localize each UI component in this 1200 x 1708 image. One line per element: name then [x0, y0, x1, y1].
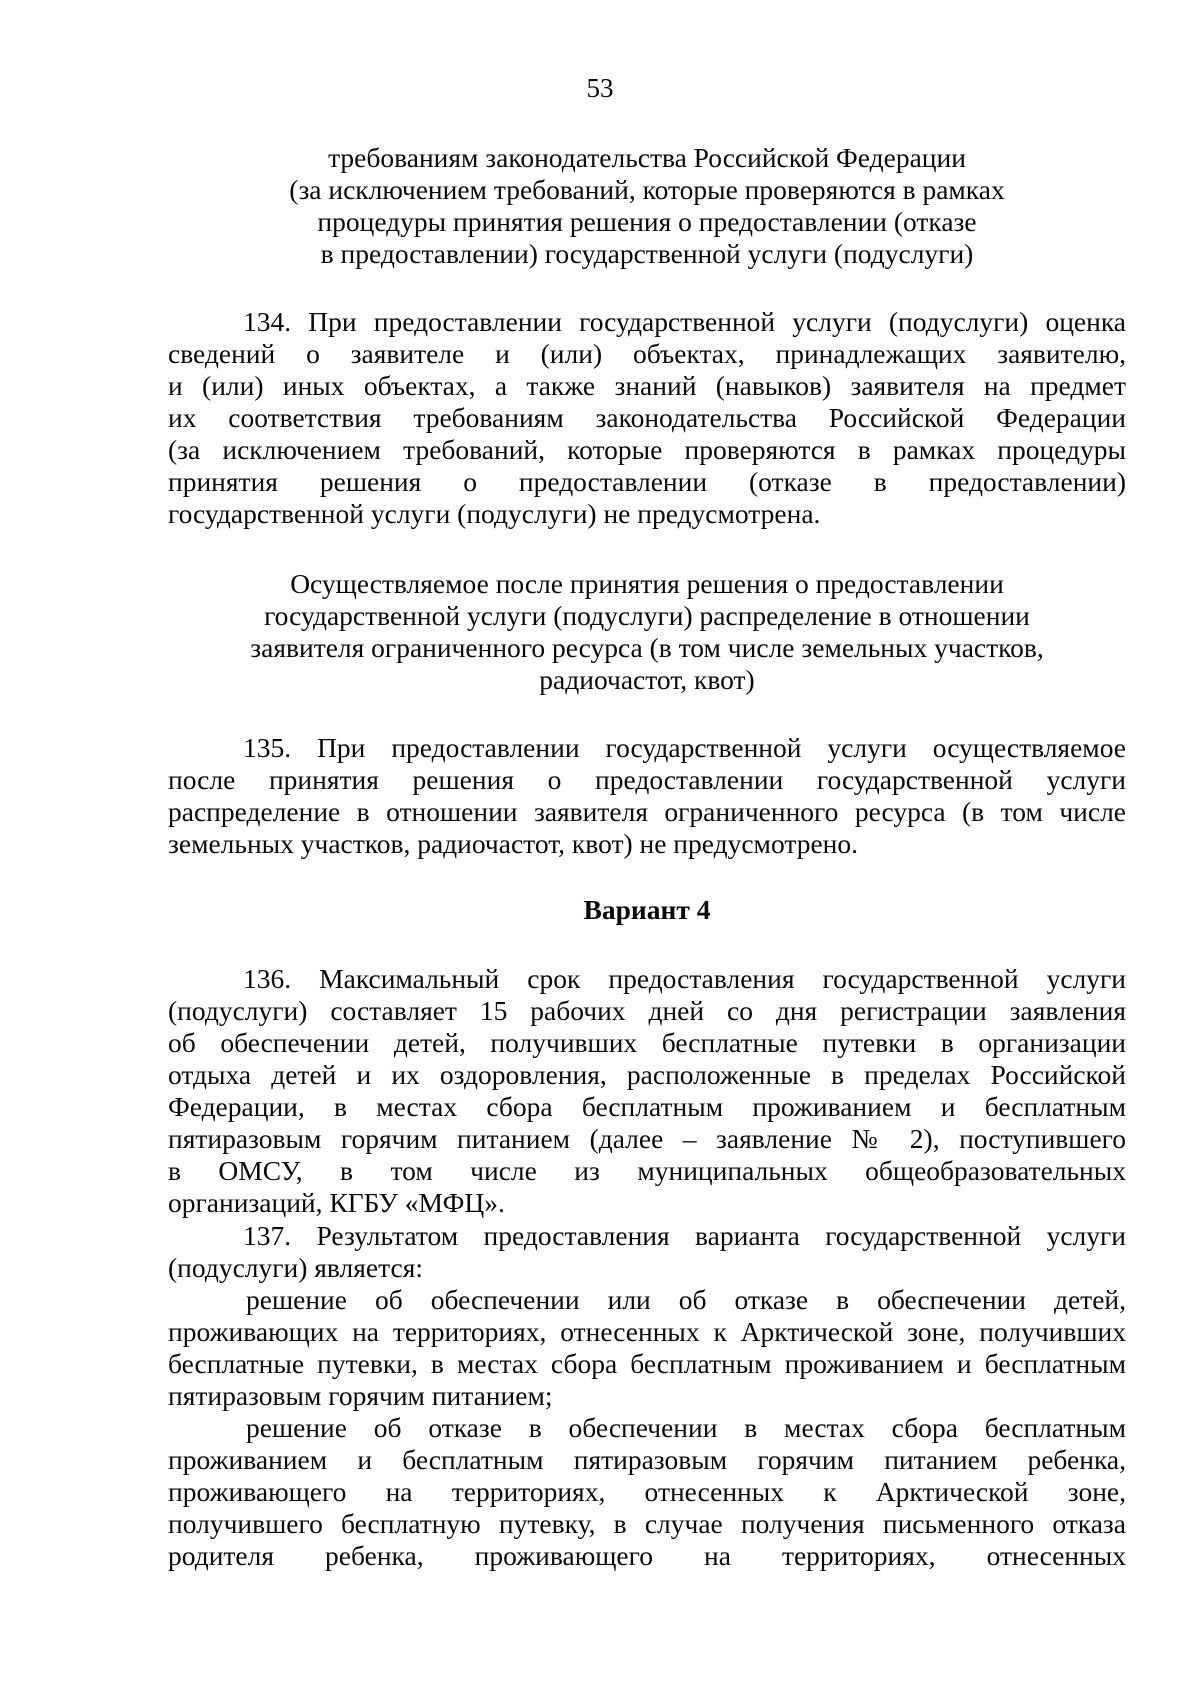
paragraph-137 — [168, 1220, 1126, 1284]
section-title-variant-4 — [168, 894, 1126, 926]
heading-line: заявителя ограниченного ресурса (в том числе земельных участков, — [250, 632, 1044, 663]
paragraph-line: пятиразовым горячим питанием (далее – заявление № 2), поступившего — [168, 1123, 1126, 1154]
paragraph-line: государственной услуги (подуслуги) не предусмотрена. — [168, 498, 821, 529]
paragraph-line: земельных участков, радиочастот, квот) не предусмотрено. — [168, 828, 858, 859]
paragraph-line: решение об обеспечении или об отказе в обеспечении детей, — [246, 1284, 1126, 1315]
result-item-1 — [168, 1284, 1126, 1412]
paragraph-134 — [168, 306, 1126, 530]
paragraph-line: (подуслуги) является: — [168, 1252, 423, 1283]
paragraph-line: пятиразовым горячим питанием; — [168, 1380, 553, 1411]
paragraph-line: получившего бесплатную путевку, в случае получения письменного отказа — [168, 1508, 1126, 1539]
heading-line: процедуры принятия решения о предоставлении (отказе — [317, 206, 977, 237]
heading-line: государственной услуги (подуслуги) распределение в отношении — [264, 600, 1030, 631]
result-item-2 — [168, 1412, 1126, 1572]
paragraph-line: 134. При предоставлении государственной услуги (подуслуги) оценка — [243, 306, 1126, 337]
paragraph-line: Федерации, в местах сбора бесплатным проживанием и бесплатным — [168, 1091, 1126, 1122]
paragraph-line: принятия решения о предоставлении (отказе в предоставлении) — [168, 466, 1126, 497]
paragraph-line: 136. Максимальный срок предоставления государственной услуги — [243, 963, 1126, 994]
paragraph-line: (подуслуги) составляет 15 рабочих дней со дня регистрации заявления — [168, 995, 1126, 1026]
heading-legal-requirements — [168, 142, 1126, 270]
paragraph-line: отдыха детей и их оздоровления, расположенные в пределах Российской — [168, 1059, 1126, 1090]
paragraph-line: распределение в отношении заявителя ограниченного ресурса (в том числе — [168, 796, 1126, 827]
heading-resource-distribution — [168, 568, 1126, 696]
paragraph-line: их соответствия требованиям законодательства Российской Федерации — [168, 402, 1126, 433]
paragraph-line: проживающих на территориях, отнесенных к Арктической зоне, получивших — [168, 1316, 1126, 1347]
heading-line: Осуществляемое после принятия решения о предоставлении — [290, 568, 1004, 599]
paragraph-line: об обеспечении детей, получивших бесплатные путевки в организации — [168, 1027, 1126, 1058]
paragraph-line: (за исключением требований, которые проверяются в рамках процедуры — [168, 434, 1126, 465]
paragraph-line: проживанием и бесплатным пятиразовым горячим питанием ребенка, — [168, 1444, 1126, 1475]
paragraph-line: сведений о заявителе и (или) объектах, принадлежащих заявителю, — [168, 338, 1126, 369]
paragraph-line: после принятия решения о предоставлении государственной услуги — [168, 764, 1126, 795]
paragraph-line: 137. Результатом предоставления варианта государственной услуги — [243, 1220, 1126, 1251]
paragraph-line: организаций, КГБУ «МФЦ». — [168, 1187, 505, 1218]
heading-line: радиочастот, квот) — [539, 664, 755, 695]
paragraph-135 — [168, 732, 1126, 860]
paragraph-line: 135. При предоставлении государственной услуги осуществляемое — [243, 732, 1126, 763]
paragraph-136 — [168, 963, 1126, 1219]
heading-line: (за исключением требований, которые проверяются в рамках — [289, 174, 1005, 205]
paragraph-line: родителя ребенка, проживающего на территориях, отнесенных — [168, 1540, 1126, 1571]
paragraph-line: бесплатные путевки, в местах сбора бесплатным проживанием и бесплатным — [168, 1348, 1126, 1379]
paragraph-line: проживающего на территориях, отнесенных к Арктической зоне, — [168, 1476, 1126, 1507]
section-title: Вариант 4 — [583, 894, 711, 925]
heading-line: в предоставлении) государственной услуги (подуслуги) — [320, 238, 974, 269]
paragraph-line: в ОМСУ, в том числе из муниципальных общеобразовательных — [168, 1155, 1126, 1186]
paragraph-line: решение об отказе в обеспечении в местах сбора бесплатным — [246, 1412, 1126, 1443]
heading-line: требованиям законодательства Российской Федерации — [328, 142, 966, 173]
paragraph-line: и (или) иных объектах, а также знаний (навыков) заявителя на предмет — [168, 370, 1126, 401]
page-number: 53 — [586, 73, 614, 103]
